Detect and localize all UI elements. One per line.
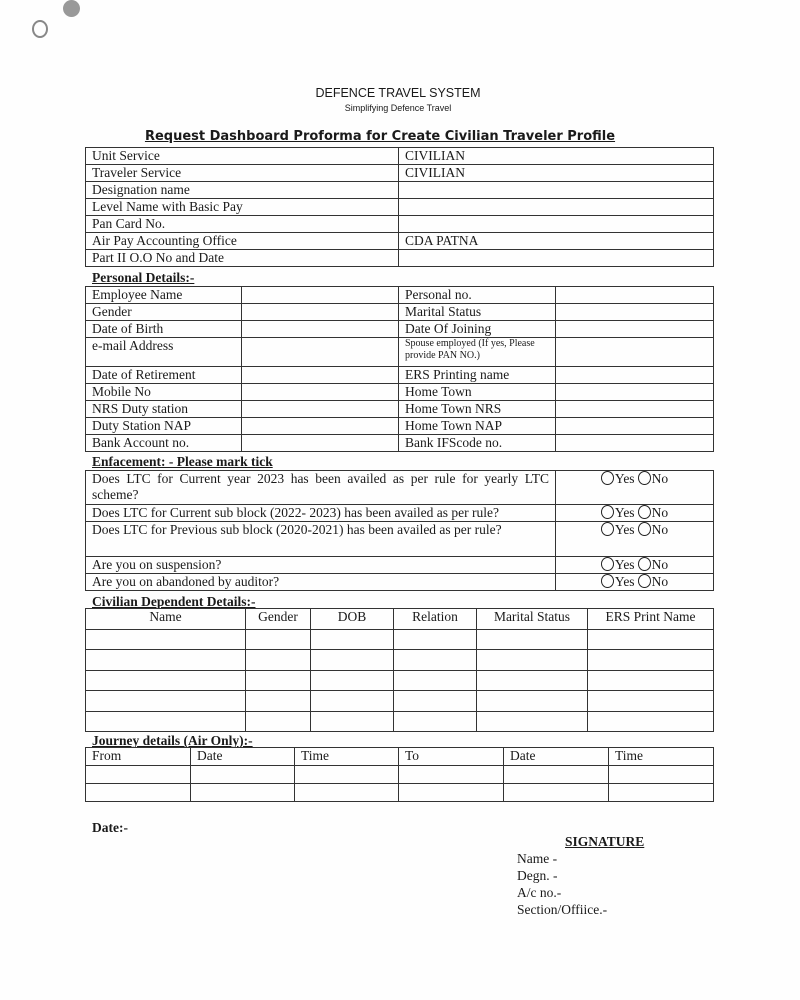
column-header: From (86, 748, 191, 766)
field-label: Duty Station NAP (86, 418, 242, 435)
date-label: Date:- (92, 820, 128, 835)
service-table (85, 147, 714, 267)
table-cell[interactable] (588, 630, 714, 650)
field-value[interactable] (242, 435, 399, 452)
table-cell[interactable] (609, 766, 714, 784)
table-cell[interactable] (477, 630, 588, 650)
yes-no-options (556, 505, 714, 522)
table-row (86, 233, 714, 250)
table-cell[interactable] (246, 630, 311, 650)
table-cell[interactable] (311, 670, 394, 690)
table-row (86, 199, 714, 216)
table-row (86, 338, 714, 367)
journey-details-table (85, 747, 714, 802)
field-label: Home Town NRS (399, 401, 556, 418)
table-row (86, 418, 714, 435)
dependent-details-table (85, 608, 714, 732)
table-cell[interactable] (86, 670, 246, 690)
column-header: Date (504, 748, 609, 766)
personal-details-table (85, 286, 714, 452)
table-cell[interactable] (394, 650, 477, 670)
field-value[interactable] (556, 321, 714, 338)
column-header: To (399, 748, 504, 766)
table-cell[interactable] (588, 670, 714, 690)
field-label: Personal no. (399, 287, 556, 304)
designation-label: Degn. - (517, 868, 558, 883)
table-cell[interactable] (86, 766, 191, 784)
no-label: No (651, 471, 669, 486)
header-row (86, 748, 714, 766)
field-label: Marital Status (399, 304, 556, 321)
enfacement-heading: Enfacement: - Please mark tick (92, 454, 273, 469)
question-row (86, 522, 714, 557)
table-cell[interactable] (477, 711, 588, 731)
table-cell[interactable] (399, 766, 504, 784)
enfacement-table (85, 470, 714, 591)
question-text: Does LTC for Current sub block (2022- 2023) has been availed as per rule? (86, 505, 556, 522)
yes-radio[interactable] (601, 574, 614, 588)
field-label: Unit Service (86, 148, 399, 165)
field-label: Home Town NAP (399, 418, 556, 435)
field-label: Level Name with Basic Pay (86, 199, 399, 216)
field-value[interactable] (242, 304, 399, 321)
field-value[interactable] (556, 418, 714, 435)
field-value[interactable] (242, 321, 399, 338)
field-value[interactable] (556, 287, 714, 304)
yes-label: Yes (614, 471, 635, 486)
account-label: A/c no.- (517, 885, 562, 900)
table-row (86, 148, 714, 165)
table-row (86, 401, 714, 418)
field-value[interactable] (242, 338, 399, 367)
table-cell[interactable] (588, 711, 714, 731)
field-value[interactable] (556, 367, 714, 384)
yes-label: Yes (614, 574, 635, 589)
personal-details-heading: Personal Details:- (92, 270, 195, 285)
table-cell[interactable] (394, 691, 477, 711)
yes-radio[interactable] (601, 522, 614, 536)
field-label: Date of Birth (86, 321, 242, 338)
column-header: Relation (394, 609, 477, 630)
table-cell[interactable] (246, 650, 311, 670)
field-label: Home Town (399, 384, 556, 401)
no-radio[interactable] (638, 557, 651, 571)
yes-no-options (556, 574, 714, 591)
field-value[interactable] (399, 199, 714, 216)
question-row (86, 505, 714, 522)
field-value[interactable] (556, 338, 714, 367)
question-row (86, 471, 714, 505)
scan-mark (63, 0, 80, 17)
field-value[interactable]: CDA PATNA (399, 233, 714, 250)
column-header: ERS Print Name (588, 609, 714, 630)
table-cell[interactable] (504, 784, 609, 802)
yes-no-options (556, 557, 714, 574)
table-cell[interactable] (394, 630, 477, 650)
field-label: Bank Account no. (86, 435, 242, 452)
table-cell[interactable] (295, 766, 399, 784)
header-row (86, 609, 714, 630)
no-radio[interactable] (638, 471, 651, 485)
field-value[interactable]: CIVILIAN (399, 148, 714, 165)
field-value[interactable] (556, 304, 714, 321)
scan-mark (32, 20, 48, 38)
table-row (86, 250, 714, 267)
yes-label: Yes (614, 522, 635, 537)
column-header: Gender (246, 609, 311, 630)
field-label: NRS Duty station (86, 401, 242, 418)
field-value[interactable] (399, 182, 714, 199)
field-label: Employee Name (86, 287, 242, 304)
table-cell[interactable] (311, 711, 394, 731)
field-value[interactable] (556, 401, 714, 418)
org-name: DEFENCE TRAVEL SYSTEM (315, 86, 481, 100)
no-radio[interactable] (638, 522, 651, 536)
yes-label: Yes (614, 557, 635, 572)
table-row (86, 182, 714, 199)
table-row (86, 650, 714, 670)
table-row (86, 435, 714, 452)
table-cell[interactable] (588, 691, 714, 711)
table-row (86, 321, 714, 338)
table-row (86, 165, 714, 182)
org-tagline: Simplifying Defence Travel (344, 103, 452, 113)
field-label: ERS Printing name (399, 367, 556, 384)
table-row (86, 691, 714, 711)
field-value[interactable] (556, 435, 714, 452)
no-label: No (651, 557, 669, 572)
table-cell[interactable] (609, 784, 714, 802)
field-label: Date Of Joining (399, 321, 556, 338)
yes-radio[interactable] (601, 471, 614, 485)
table-cell[interactable] (86, 691, 246, 711)
field-label: Part II O.O No and Date (86, 250, 399, 267)
table-cell[interactable] (394, 711, 477, 731)
table-cell[interactable] (399, 784, 504, 802)
field-value[interactable] (242, 287, 399, 304)
field-value[interactable] (399, 216, 714, 233)
field-label: Bank IFScode no. (399, 435, 556, 452)
yes-no-options (556, 471, 714, 505)
no-radio[interactable] (638, 505, 651, 519)
table-row (86, 784, 714, 802)
field-label: Mobile No (86, 384, 242, 401)
table-cell[interactable] (191, 784, 295, 802)
column-header: Marital Status (477, 609, 588, 630)
field-label: e-mail Address (86, 338, 242, 367)
field-label: Date of Retirement (86, 367, 242, 384)
field-label: Designation name (86, 182, 399, 199)
question-text: Are you on suspension? (86, 557, 556, 574)
page-title: Request Dashboard Proforma for Create Civilian Traveler Profile (144, 129, 616, 144)
field-value[interactable]: CIVILIAN (399, 165, 714, 182)
table-cell[interactable] (246, 711, 311, 731)
question-text: Does LTC for Previous sub block (2020-2021) has been availed as per rule? (86, 522, 556, 557)
column-header: Time (295, 748, 399, 766)
table-cell[interactable] (295, 784, 399, 802)
field-value[interactable] (399, 250, 714, 267)
table-cell[interactable] (86, 711, 246, 731)
table-cell[interactable] (311, 691, 394, 711)
journey-details-heading: Journey details (Air Only):- (92, 733, 253, 748)
table-cell[interactable] (311, 650, 394, 670)
yes-radio[interactable] (601, 505, 614, 519)
field-value[interactable] (242, 384, 399, 401)
table-cell[interactable] (86, 784, 191, 802)
table-cell[interactable] (246, 691, 311, 711)
table-row (86, 711, 714, 731)
no-label: No (651, 574, 669, 589)
table-row (86, 367, 714, 384)
field-label: Pan Card No. (86, 216, 399, 233)
table-cell[interactable] (477, 650, 588, 670)
table-row (86, 216, 714, 233)
table-cell[interactable] (311, 630, 394, 650)
column-header: Time (609, 748, 714, 766)
field-value[interactable] (556, 384, 714, 401)
yes-radio[interactable] (601, 557, 614, 571)
column-header: DOB (311, 609, 394, 630)
table-row (86, 630, 714, 650)
dependent-details-heading: Civilian Dependent Details:- (92, 594, 256, 609)
table-cell[interactable] (246, 670, 311, 690)
column-header: Name (86, 609, 246, 630)
question-row (86, 557, 714, 574)
table-cell[interactable] (394, 670, 477, 690)
no-label: No (651, 505, 669, 520)
question-text: Are you on abandoned by auditor? (86, 574, 556, 591)
question-row (86, 574, 714, 591)
name-label: Name - (517, 851, 558, 866)
yes-no-options (556, 522, 714, 557)
field-value[interactable] (242, 401, 399, 418)
yes-label: Yes (614, 505, 635, 520)
field-label: Air Pay Accounting Office (86, 233, 399, 250)
table-cell[interactable] (588, 650, 714, 670)
field-value[interactable] (242, 418, 399, 435)
field-value[interactable] (242, 367, 399, 384)
table-row (86, 304, 714, 321)
field-label: Spouse employed (If yes, Please provide PAN NO.) (399, 338, 556, 367)
column-header: Date (191, 748, 295, 766)
table-cell[interactable] (86, 630, 246, 650)
table-row (86, 384, 714, 401)
table-cell[interactable] (191, 766, 295, 784)
table-row (86, 670, 714, 690)
table-cell[interactable] (86, 650, 246, 670)
table-row (86, 766, 714, 784)
field-label: Gender (86, 304, 242, 321)
field-label: Traveler Service (86, 165, 399, 182)
table-cell[interactable] (477, 691, 588, 711)
no-radio[interactable] (638, 574, 651, 588)
question-text: Does LTC for Current year 2023 has been availed as per rule for yearly LTC scheme? (86, 471, 556, 505)
table-cell[interactable] (504, 766, 609, 784)
table-row (86, 287, 714, 304)
signature-label: SIGNATURE (565, 834, 645, 849)
section-office-label: Section/Offiice.- (517, 902, 608, 917)
no-label: No (651, 522, 669, 537)
table-cell[interactable] (477, 670, 588, 690)
